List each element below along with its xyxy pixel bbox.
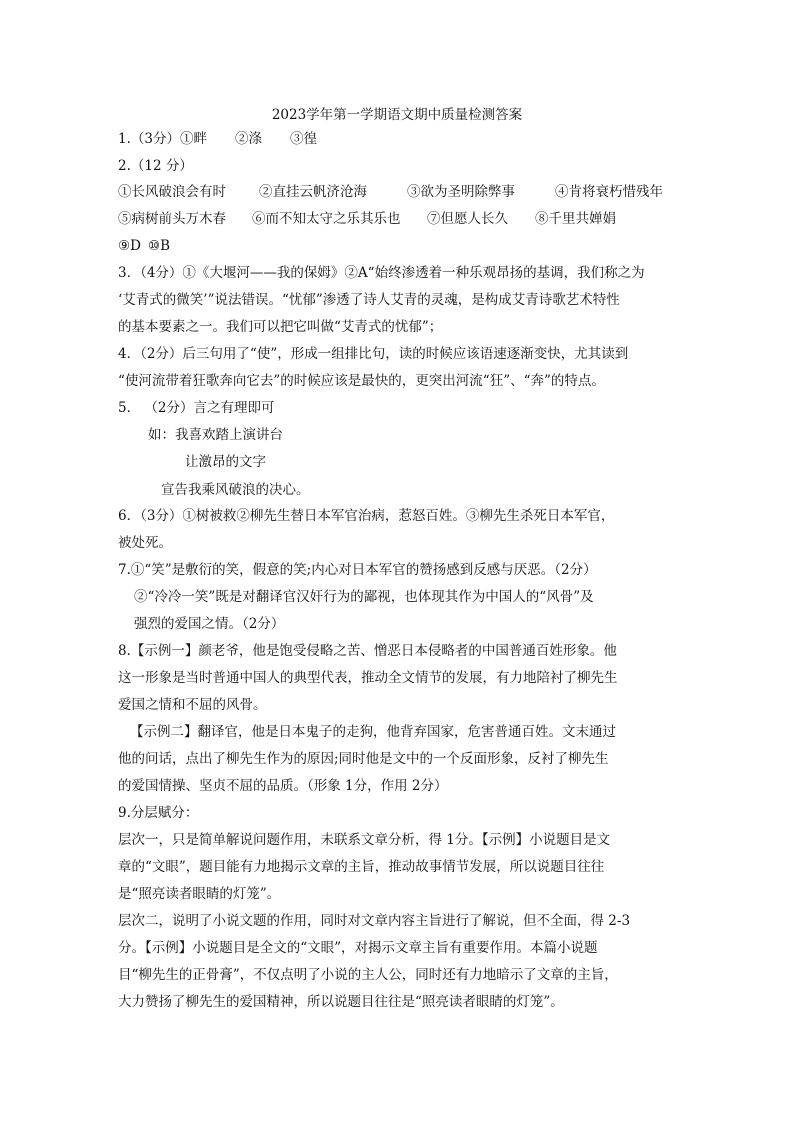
q2-item-7: ⑦但愿人长久 <box>427 211 508 227</box>
q2-item-4: ④肯将衰朽惜残年 <box>555 184 663 200</box>
q2-item-10: ⑩B <box>148 238 171 254</box>
q5-line-1: 5． （2分）言之有理即可 <box>118 400 275 416</box>
q4-line-1: 4．（2分）后三句用了“使”，形成一组排比句，读的时候应该语速逐渐变快，尤其读到 <box>118 346 629 362</box>
q8-line-3: 爱国之情和不屈的风骨。 <box>118 697 267 713</box>
q2-head: 2.（12 分） <box>118 158 193 174</box>
question-1 <box>118 129 317 149</box>
q8-line-1: 8.【示例一】颜老爷，他是饱受侵略之苦、憎恶日本侵略者的中国普通百姓形象。他 <box>118 643 617 659</box>
q8-line-2: 这一形象是当时普通中国人的典型代表，推动全文情节的发展，有力地陪衬了柳先生 <box>118 670 618 686</box>
q2-row-1 <box>118 182 663 202</box>
q7-line-3: 强烈的爱国之情。（2分） <box>134 616 285 632</box>
q2-item-8: ⑧千里共婵娟 <box>535 211 616 227</box>
q9-line-7: 目“柳先生的正骨膏”，不仅点明了小说的主人公，同时还有力地暗示了文章的主旨， <box>118 967 618 983</box>
q2-row-3 <box>118 236 170 256</box>
q3-line-1: 3．（4分）①《大堰河——我的保姆》②A“始终渗透着一种乐观昂扬的基调，我们称之为 <box>118 265 645 281</box>
q9-line-5: 层次二，说明了小说文题的作用，同时对文章内容主旨进行了解说，但不全面，得 2-3 <box>118 913 631 929</box>
q9-line-4: 是“照亮读者眼睛的灯笼”。 <box>118 886 281 902</box>
q9-line-8: 大力赞扬了柳先生的爱国精神，所以说题目往往是“照亮读者眼睛的灯笼”。 <box>118 994 564 1010</box>
q5-line-4: 宣告我乘风破浪的决心。 <box>161 482 310 498</box>
q2-item-5: ⑤病树前头万木春 <box>118 211 226 227</box>
q2-item-9: ⑨D <box>118 238 141 254</box>
q5-line-3: 让激昂的文字 <box>185 454 266 470</box>
page-title: 2023学年第一学期语文期中质量检测答案 <box>271 107 523 123</box>
q8-line-4: 【示例二】翻译官，他是日本鬼子的走狗，他背弃国家，危害普通百姓。文末通过 <box>130 724 616 740</box>
q6-line-1: 6．（3分）①树被救②柳先生替日本军官治病，惹怒百姓。③柳先生杀死日本军官， <box>118 508 615 524</box>
q9-line-1: 9.分层赋分： <box>118 805 199 821</box>
q2-item-3: ③欲为圣明除弊事 <box>407 184 515 200</box>
q6-line-2: 被处死。 <box>118 535 172 551</box>
q8-line-5: 他的问话，点出了柳先生作为的原因;同时他是文中的一个反面形象，反衬了柳先生 <box>118 751 609 767</box>
q3-line-2: ‘艾青式的微笑’”说法错误。“忧郁”渗透了诗人艾青的灵魂，是构成艾青诗歌艺术特性 <box>118 292 620 308</box>
q7-line-2: ②“冷冷一笑”既是对翻译官汉奸行为的鄙视，也体现其作为中国人的“风骨”及 <box>134 589 594 605</box>
q1-answer-2: ②涤 <box>234 131 262 147</box>
q9-line-3: 章的“文眼”，题目能有力地揭示文章的主旨，推动故事情节发展，所以说题目往往 <box>118 859 605 875</box>
q8-line-6: 的爱国情操、坚贞不屈的品质。（形象 1分，作用 2分） <box>118 778 448 794</box>
q2-item-6: ⑥而不知太守之乐其乐也 <box>252 211 401 227</box>
q7-line-1: 7.①“笑”是敷衍的笑，假意的笑;内心对日本军官的赞扬感到反感与厌恶。（2分） <box>118 562 597 578</box>
q5-line-2: 如：我喜欢踏上演讲台 <box>148 427 283 443</box>
q1-answer-3: ③徨 <box>289 131 317 147</box>
q9-line-6: 分。【示例】小说题目是全文的“文眼”，对揭示文章主旨有重要作用。本篇小说题 <box>118 940 598 956</box>
q1-head: 1.（3分）①畔 <box>118 131 207 147</box>
q9-line-2: 层次一，只是简单解说问题作用，未联系文章分析，得 1分。【示例】小说题目是文 <box>118 832 611 848</box>
q3-line-3: 的基本要素之一。我们可以把它叫做“艾青式的忧郁”； <box>118 319 443 335</box>
q2-item-1: ①长风破浪会有时 <box>118 184 226 200</box>
q2-row-2 <box>118 209 616 229</box>
q2-item-2: ②直挂云帆济沧海 <box>259 184 367 200</box>
q4-line-2: “使河流带着狂歌奔向它去”的时候应该是最快的，更突出河流“狂”、“奔”的特点。 <box>118 373 605 389</box>
